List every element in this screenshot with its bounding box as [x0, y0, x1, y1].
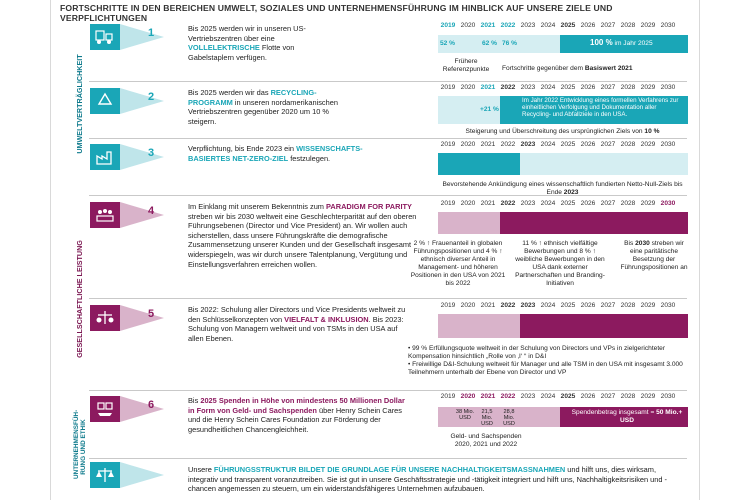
- progress-mark: 62 %: [482, 40, 498, 47]
- section-label-environment: UMWELTVERTRÄGLICHKEIT: [75, 54, 84, 154]
- goal-row-4: [90, 200, 688, 298]
- goal-number: 4: [148, 205, 155, 217]
- goal-number: 6: [148, 399, 155, 411]
- timeline-years: 2019 2020 2021 2022 2023 2024 2025 2026 2027 2028 2029 2030: [440, 393, 676, 400]
- timeline-bar-progress: [438, 153, 520, 175]
- goal-description: Bis 2025 werden wir das RECYCLING-PROGRAMM in unseren nordamerikanischen Vertriebszentren gegenüber 2020 um 10 % steigern.: [188, 88, 338, 126]
- progress-note: Bevorstehende Ankündigung eines wissenschaftlich fundierten Netto-Null-Ziels bis Ende 2023: [442, 181, 683, 196]
- timeline-years: 2019 2020 2021 2022 2023 2024 2025 2026 2027 2028 2029 2030: [440, 84, 676, 91]
- target-label: Spendenbetrag insgesamt = 50 Mio.+ USD: [571, 409, 683, 424]
- goal-number: 2: [148, 91, 155, 103]
- timeline-bar-text: Im Jahr 2022 Entwicklung eines formellen Verfahrens zur einheitlichen Verfolgung und Dokumentation aller Recycling- und Abfallziele in den USA.: [522, 97, 679, 118]
- goal-number: 3: [148, 147, 155, 159]
- factory-icon: [90, 144, 120, 170]
- goal-description: Bis 2025 werden wir in unseren US-Vertriebszentren über eine VOLLELEKTRISCHE Flotte von Gabelstaplern verfügen.: [188, 24, 306, 62]
- goal-description: Bis 2022: Schulung aller Directors und Vice Presidents weltweit zu den Schlüsselkonzepten von VIELFALT & INKLUSION. Bis 2023: Schulung von Managern weltweit und von TSMs in den USA auf allen Ebenen.: [188, 305, 406, 343]
- goal-description: Verpflichtung, bis Ende 2023 ein WISSENSCHAFTS-BASIERTES NET-ZERO-ZIEL festzulegen.: [188, 144, 363, 163]
- target-label: 100 % im Jahr 2025: [590, 38, 653, 47]
- goal-row-6: [90, 393, 688, 458]
- section-label-governance: UNTERNEHMENSFÜH-RUNG UND ETHIK: [73, 409, 87, 479]
- goal-description: Bis 2025 Spenden in Höhe von mindestens 50 Millionen Dollar in Form von Geld- und Sachspenden über Henry Schein Cares und die Henry Schein Cares Foundation zur Förderung der gesundheitlichen Chancengleichheit.: [188, 396, 405, 434]
- goal-row-2: [90, 84, 688, 138]
- divider: [89, 138, 687, 139]
- goal-description: Im Einklang mit unserem Bekenntnis zum PARADIGM FOR PARITY streben wir bis 2030 weltweit eine Geschlechterparität auf den oberen Führungsebenen (Director und Vice President) an. Wir wollen auch sicherstellen, dass unsere Führungskräfte die demografische Zusammensetzung unserer Kunden und der Gesellschaft insgesamt widerspiegeln, was wir durch unsere Talentplanung, Vergütung und Einstellungsverfahren erreichen wollen.: [188, 202, 417, 269]
- donation-amount: 21,5 Mio. USD: [481, 409, 493, 427]
- page-title: FORTSCHRITTE IN DEN BEREICHEN UMWELT, SOZIALES UND UNTERNEHMENSFÜHRUNG IM HINBLICK AUF UNSERE ZIELE UND VERPFLICHTUNGEN: [60, 3, 613, 23]
- progress-mark: 52 %: [440, 40, 456, 47]
- donation-icon: [90, 396, 120, 422]
- goal-number: 5: [148, 308, 155, 320]
- progress-note: Steigerung und Überschreitung des ursprünglichen Ziels von 10 %: [465, 128, 660, 135]
- timeline-years: 2019 2020 2021 2022 2023 2024 2025 2026 2027 2028 2029 2030: [440, 200, 676, 207]
- goal-row-1: [90, 22, 688, 80]
- progress-note: Bis 2030 streben wir eine paritätische Besetzung der Führungspositionen an: [620, 240, 688, 271]
- donation-amount: 28,8 Mio. USD: [503, 409, 515, 427]
- timeline-years: 2019 2020 2021 2022 2023 2024 2025 2026 2027 2028 2029 2030: [440, 302, 676, 309]
- section-label-social: GESELLSCHAFTLICHE LEISTUNG: [75, 240, 84, 358]
- divider: [89, 81, 687, 82]
- timeline-bar-progress: [520, 314, 688, 338]
- goal-number: 1: [148, 27, 155, 39]
- footer-text: Unsere FÜHRUNGSSTRUKTUR BILDET DIE GRUNDLAGE FÜR UNSERE NACHHALTIGKEITSMASSNAHMEN und hilft uns, dies wirksam, integrativ und transparent voranzutreiben. Sie ist gut in unsere Geschäftsstrategie und -tätigkeit integriert und hilft uns, Nachhaltigkeitsrisiken und -chancen angemessen zu steuern, um ein widerstandsfähigeres Unternehmen aufzubauen.: [188, 465, 668, 494]
- forklift-icon: [90, 24, 120, 50]
- divider: [89, 458, 687, 459]
- goal-row-5: [90, 302, 688, 390]
- timeline-years: 2019 2020 2021 2022 2023 2024 2025 2026 2027 2028 2029 2030: [440, 22, 676, 29]
- progress-note: Fortschritte gegenüber dem Basiswert 2021: [502, 65, 633, 72]
- progress-note: Geld- und Sachspenden 2020, 2021 und 2022: [450, 433, 522, 448]
- donation-amount: 38 Mio. USD: [455, 409, 475, 421]
- progress-note: 11 % ↑ ethnisch vielfältige Bewerbungen und 8 % ↑ weibliche Bewerbungen in den USA dank externer Partnerschaften und Branding-Initiativen: [515, 240, 605, 287]
- progress-note: 2 % ↑ Frauenanteil in globalen Führungspositionen und 4 % ↑ ethnisch diverser Anteil in Management- und höheren Positionen in den USA von 2021 bis 2022: [410, 240, 506, 287]
- divider: [89, 390, 687, 391]
- people-icon: [90, 202, 120, 228]
- recycling-icon: [90, 88, 120, 114]
- reference-note: Frühere Referenzpunkte: [442, 58, 490, 73]
- divider: [89, 298, 687, 299]
- timeline-bar-progress: [500, 212, 688, 234]
- balance-icon: [90, 305, 120, 331]
- goal-row-3: [90, 141, 688, 195]
- progress-mark: +21 %: [480, 106, 499, 113]
- timeline-years: 2019 2020 2021 2022 2023 2024 2025 2026 2027 2028 2029 2030: [440, 141, 676, 148]
- scales-icon: [90, 462, 120, 488]
- progress-mark: 76 %: [502, 40, 518, 47]
- progress-bullets: • 99 % Erfüllungsquote weltweit in der Schulung von Directors und VPs in zielgerichteter Kompensation hinsichtlich „Rolle von ‚I‘ “ in D&I • Freiwillige D&I-Schulung weltweit für Manager und alle TSM in den USA mit insgesamt 3.000 Teilnehmern unterhalb der Ebene von Director und VP: [408, 345, 683, 376]
